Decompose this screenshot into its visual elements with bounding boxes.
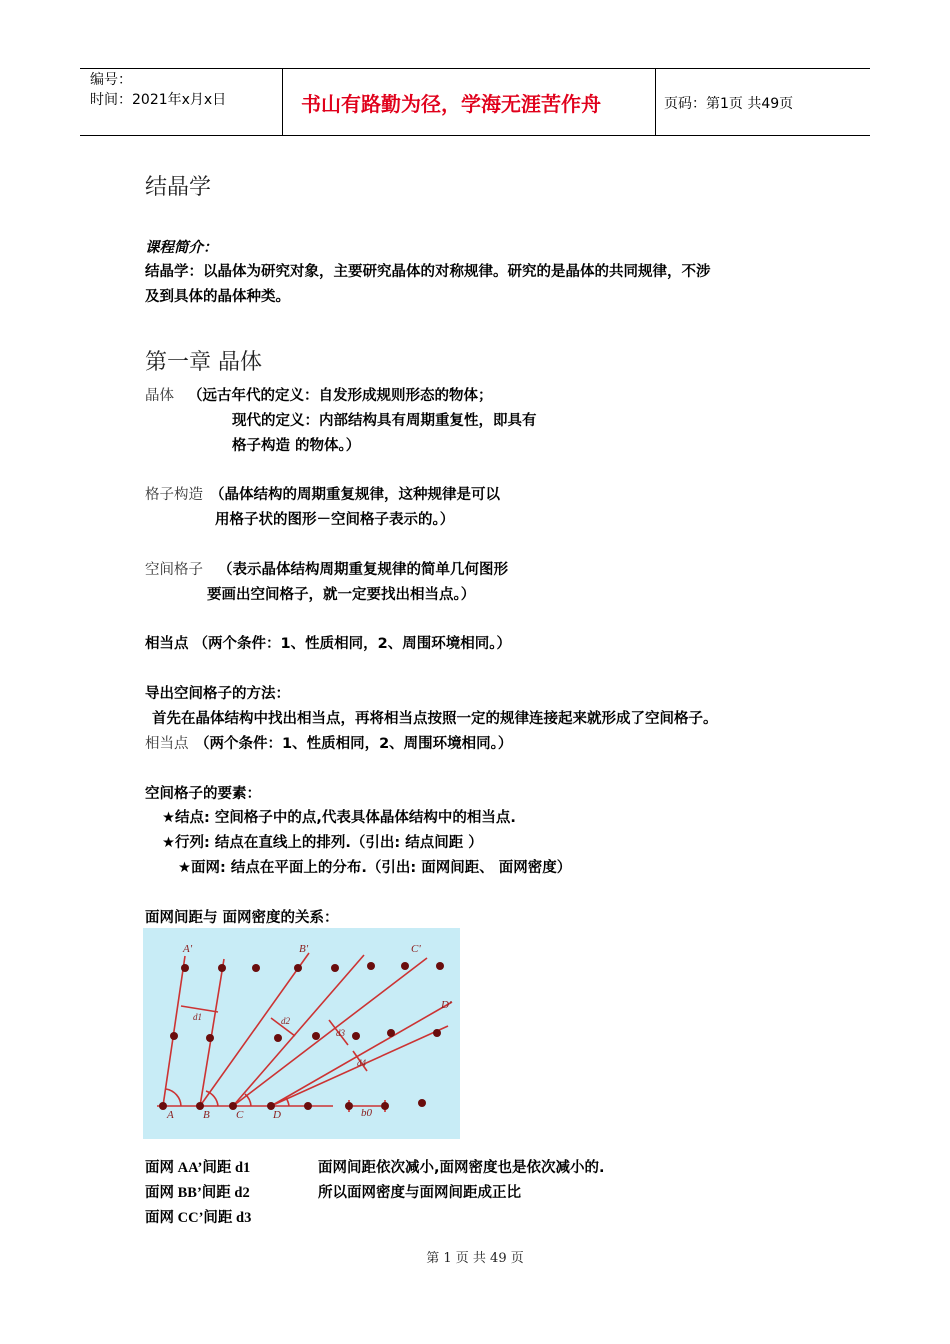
equiv-line: 相当点 （两个条件：1、性质相同，2、周围环境相同。） xyxy=(145,636,511,652)
plane-line-c2 xyxy=(233,958,427,1106)
node xyxy=(304,1102,312,1110)
label-a-prime: A' xyxy=(183,943,193,955)
node xyxy=(367,962,375,970)
node xyxy=(181,964,189,972)
plane-line-d1 xyxy=(271,1002,452,1106)
header-divider-right xyxy=(655,68,656,136)
node xyxy=(418,1099,426,1107)
angle-arc-b xyxy=(206,1091,218,1106)
header-divider-left xyxy=(282,68,283,136)
node xyxy=(381,1102,389,1110)
intro-line-2: 及到具体的晶体种类。 xyxy=(145,289,290,305)
node xyxy=(252,964,260,972)
node xyxy=(294,964,302,972)
crystal-def-2: 现代的定义：内部结构具有周期重复性，即具有 xyxy=(232,413,537,429)
header-motto: 书山有路勤为径，学海无涯苦作舟 xyxy=(301,92,601,116)
node xyxy=(436,962,444,970)
element-row: ★行列: 结点在直线上的排列.（引出: 结点间距 ） xyxy=(162,835,483,851)
page-footer: 第 1 页 共 49 页 xyxy=(426,1251,524,1266)
angle-arc-d xyxy=(286,1098,289,1106)
label-d4: d4 xyxy=(357,1058,366,1068)
header-number-label: 编号： xyxy=(90,72,132,88)
label-a: A xyxy=(167,1109,174,1121)
plane-bb-spacing: 面网 BB’间距 d2 xyxy=(145,1185,250,1201)
chapter-title: 第一章 晶体 xyxy=(145,350,262,375)
node xyxy=(345,1102,353,1110)
node xyxy=(159,1102,167,1110)
intro-heading: 课程简介： xyxy=(145,240,218,256)
node xyxy=(170,1032,178,1040)
lattice-term: 格子构造 xyxy=(145,487,203,503)
method-line: 首先在晶体结构中找出相当点，再将相当点按照一定的规律连接起来就形成了空间格子。 xyxy=(152,711,718,727)
node xyxy=(312,1032,320,1040)
note-2: 所以面网密度与面网间距成正比 xyxy=(318,1185,521,1201)
plane-aa-spacing: 面网 AA’间距 d1 xyxy=(145,1160,251,1176)
elements-heading: 空间格子的要素： xyxy=(145,786,261,802)
label-d3: d3 xyxy=(336,1028,345,1038)
relation-heading: 面网间距与 面网密度的关系： xyxy=(145,910,339,926)
label-b: B xyxy=(203,1109,210,1121)
node xyxy=(218,964,226,972)
label-c: C xyxy=(236,1109,244,1121)
header-time-label: 时间：2021年x月x日 xyxy=(90,92,227,108)
crystal-def-1: （远古年代的定义：自发形成规则形态的物体； xyxy=(188,388,493,404)
note-1: 面网间距依次减小,面网密度也是依次减小的. xyxy=(318,1160,605,1176)
plane-line-b2 xyxy=(200,953,309,1106)
label-b0: b0 xyxy=(361,1107,372,1119)
lattice-plane-figure xyxy=(143,928,460,1139)
label-b-prime: B' xyxy=(299,943,309,955)
node xyxy=(401,962,409,970)
label-d-prime: D' xyxy=(441,999,452,1011)
doc-title: 结晶学 xyxy=(145,175,212,200)
crystal-term: 晶体 xyxy=(145,388,174,404)
element-plane: ★面网: 结点在平面上的分布.（引出: 面网间距、 面网密度） xyxy=(178,860,572,876)
label-c-prime: C' xyxy=(411,943,421,955)
label-d1: d1 xyxy=(193,1012,202,1022)
plane-lines xyxy=(157,953,452,1112)
lattice-def-2: 用格子状的图形－空间格子表示的。） xyxy=(215,512,455,528)
equiv-def-2: （两个条件：1、性质相同，2、周围环境相同。） xyxy=(195,736,513,752)
node xyxy=(331,964,339,972)
space-def-1: （表示晶体结构周期重复规律的简单几何图形 xyxy=(218,562,508,578)
label-d2: d2 xyxy=(281,1016,290,1026)
header-bottom-rule xyxy=(80,135,870,136)
plane-line-a xyxy=(163,956,185,1106)
node xyxy=(387,1029,395,1037)
space-def-2: 要画出空间格子，就一定要找出相当点。） xyxy=(207,587,476,603)
method-heading: 导出空间格子的方法： xyxy=(145,686,290,702)
node xyxy=(274,1034,282,1042)
equiv-term-2: 相当点 xyxy=(145,736,189,752)
header-page-label: 页码：第1页 共49页 xyxy=(664,96,794,112)
element-node: ★结点: 空间格子中的点,代表具体晶体结构中的相当点. xyxy=(162,810,516,826)
intro-line-1: 结晶学：以晶体为研究对象，主要研究晶体的对称规律。研究的是晶体的共同规律，不涉 xyxy=(145,264,711,280)
crystal-def-3: 格子构造 的物体。） xyxy=(232,438,361,454)
node xyxy=(433,1029,441,1037)
angle-arc-a xyxy=(166,1089,181,1106)
node xyxy=(352,1032,360,1040)
header-top-rule xyxy=(80,68,870,69)
lattice-diagram xyxy=(143,928,460,1139)
plane-cc-spacing: 面网 CC’间距 d3 xyxy=(145,1210,252,1226)
space-term: 空间格子 xyxy=(145,562,203,578)
lattice-def-1: （晶体结构的周期重复规律，这种规律是可以 xyxy=(210,487,500,503)
node xyxy=(206,1034,214,1042)
plane-line-b1 xyxy=(200,959,224,1106)
label-d: D xyxy=(273,1109,281,1121)
angle-arc-c xyxy=(245,1094,251,1106)
